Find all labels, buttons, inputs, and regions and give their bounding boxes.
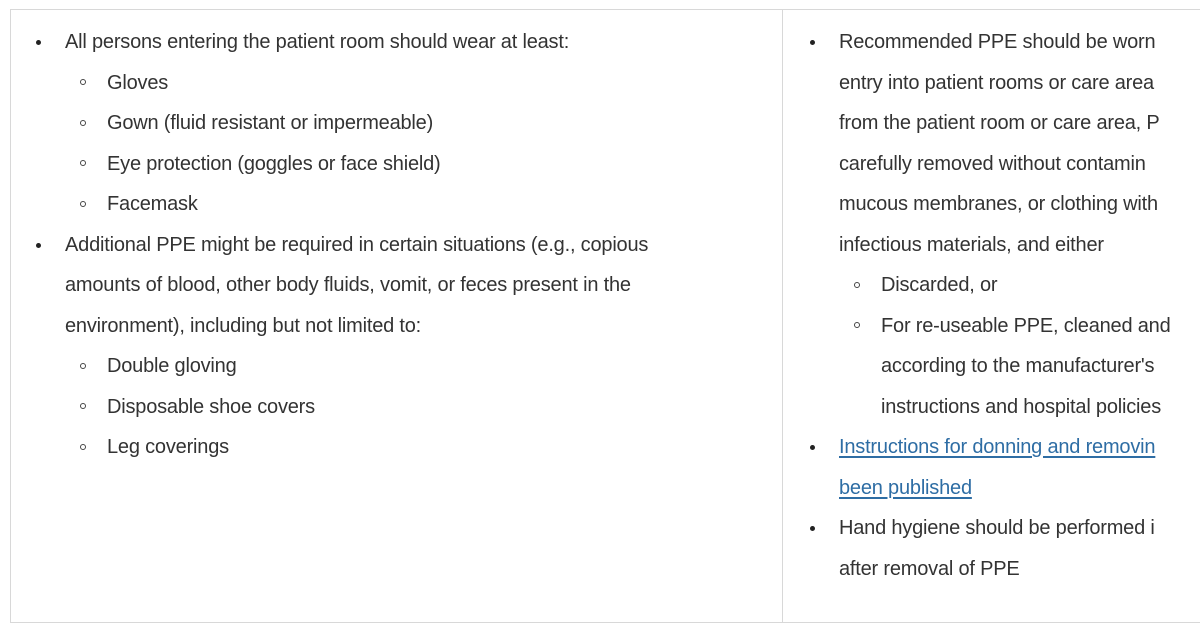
bullet-icon <box>810 445 815 450</box>
sub-list-item <box>839 265 1200 306</box>
ppe-instructions-link[interactable]: Instructions for donning and removin <box>839 436 1156 458</box>
circle-bullet-icon <box>854 282 860 288</box>
bullet-icon <box>810 40 815 45</box>
right-bullet-list <box>800 22 1200 589</box>
list-item <box>26 225 766 468</box>
sub-list-item <box>65 387 766 428</box>
list-item <box>800 22 1200 427</box>
sub-list-item-text: Leg coverings <box>107 436 229 458</box>
list-item-line: Recommended PPE should be worn <box>839 31 1156 53</box>
bullet-icon <box>36 40 41 45</box>
sub-list-item <box>65 184 766 225</box>
circle-bullet-icon <box>80 160 86 166</box>
sub-list-item <box>839 306 1200 428</box>
sub-list-item <box>65 144 766 185</box>
list-item <box>26 22 766 225</box>
list-item-line: Hand hygiene should be performed i <box>839 517 1155 539</box>
list-item-line: carefully removed without contamin <box>839 152 1146 175</box>
sub-list-item-text: Eye protection (goggles or face shield) <box>107 152 441 175</box>
list-item-line: Additional PPE might be required in certain situations (e.g., copious <box>65 233 649 256</box>
list-item-line: infectious materials, and either <box>839 233 1104 256</box>
sub-list-item-text: Gown (fluid resistant or impermeable) <box>107 112 434 134</box>
list-item-line: mucous membranes, or clothing with <box>839 193 1158 215</box>
circle-bullet-icon <box>80 363 86 369</box>
list-item-line: entry into patient rooms or care area <box>839 71 1154 94</box>
bullet-icon <box>36 243 41 248</box>
ppe-instructions-link-continued[interactable]: been published <box>839 476 972 499</box>
circle-bullet-icon <box>80 120 86 126</box>
sub-list <box>65 346 766 468</box>
sub-list-item <box>65 346 766 387</box>
sub-list-item-text: Double gloving <box>107 355 237 377</box>
sub-list-item-line: For re-useable PPE, cleaned and <box>881 314 1171 337</box>
circle-bullet-icon <box>80 79 86 85</box>
sub-list-item-line: instructions and hospital policies <box>881 395 1162 418</box>
sub-list <box>839 265 1200 427</box>
left-bullet-list <box>26 22 766 468</box>
sub-list-item <box>65 63 766 104</box>
list-item-text: All persons entering the patient room should wear at least: <box>65 31 570 53</box>
column-divider <box>782 9 783 623</box>
circle-bullet-icon <box>80 403 86 409</box>
list-item <box>800 508 1200 589</box>
sub-list-item <box>65 427 766 468</box>
circle-bullet-icon <box>80 201 86 207</box>
list-item <box>800 427 1200 508</box>
sub-list-item-text: Facemask <box>107 193 198 215</box>
circle-bullet-icon <box>854 322 860 328</box>
sub-list-item-line: Discarded, or <box>881 274 998 296</box>
list-item-line: after removal of PPE <box>839 557 1020 580</box>
list-item-line: amounts of blood, other body fluids, vomit, or feces present in the <box>65 274 631 296</box>
bullet-icon <box>810 526 815 531</box>
sub-list-item-text: Disposable shoe covers <box>107 395 315 418</box>
circle-bullet-icon <box>80 444 86 450</box>
list-item-line: from the patient room or care area, P <box>839 112 1160 134</box>
sub-list-item-line: according to the manufacturer's <box>881 355 1155 377</box>
sub-list-item-text: Gloves <box>107 71 169 94</box>
list-item-line: environment), including but not limited to: <box>65 314 422 337</box>
sub-list <box>65 63 766 225</box>
left-cell <box>26 22 766 468</box>
right-cell <box>800 22 1200 589</box>
sub-list-item <box>65 103 766 144</box>
